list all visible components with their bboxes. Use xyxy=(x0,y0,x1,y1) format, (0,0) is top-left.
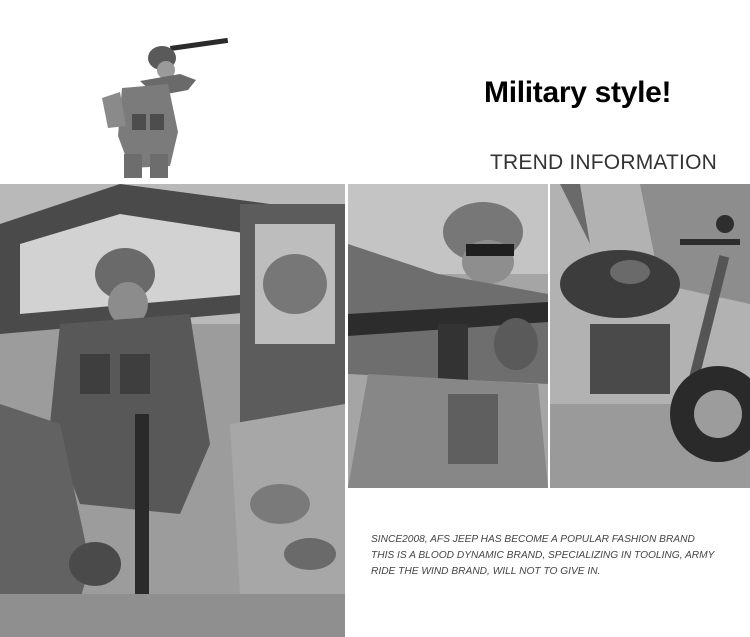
soldier-aiming-photo xyxy=(100,36,230,178)
page-title: Military style! xyxy=(484,76,672,109)
motorcycle-photo xyxy=(550,184,750,488)
soldier-with-rifle-photo xyxy=(348,184,548,488)
soldiers-in-vehicle-photo xyxy=(0,184,345,637)
section-subtitle: TREND INFORMATION xyxy=(490,151,717,174)
description-line: THIS IS A BLOOD DYNAMIC BRAND, SPECIALIZING IN TOOLING, ARMY xyxy=(371,550,715,561)
description-line: RIDE THE WIND BRAND, WILL NOT TO GIVE IN. xyxy=(371,566,601,577)
brand-description xyxy=(371,532,743,580)
description-line: SINCE2008, AFS JEEP HAS BECOME A POPULAR FASHION BRAND xyxy=(371,534,695,545)
